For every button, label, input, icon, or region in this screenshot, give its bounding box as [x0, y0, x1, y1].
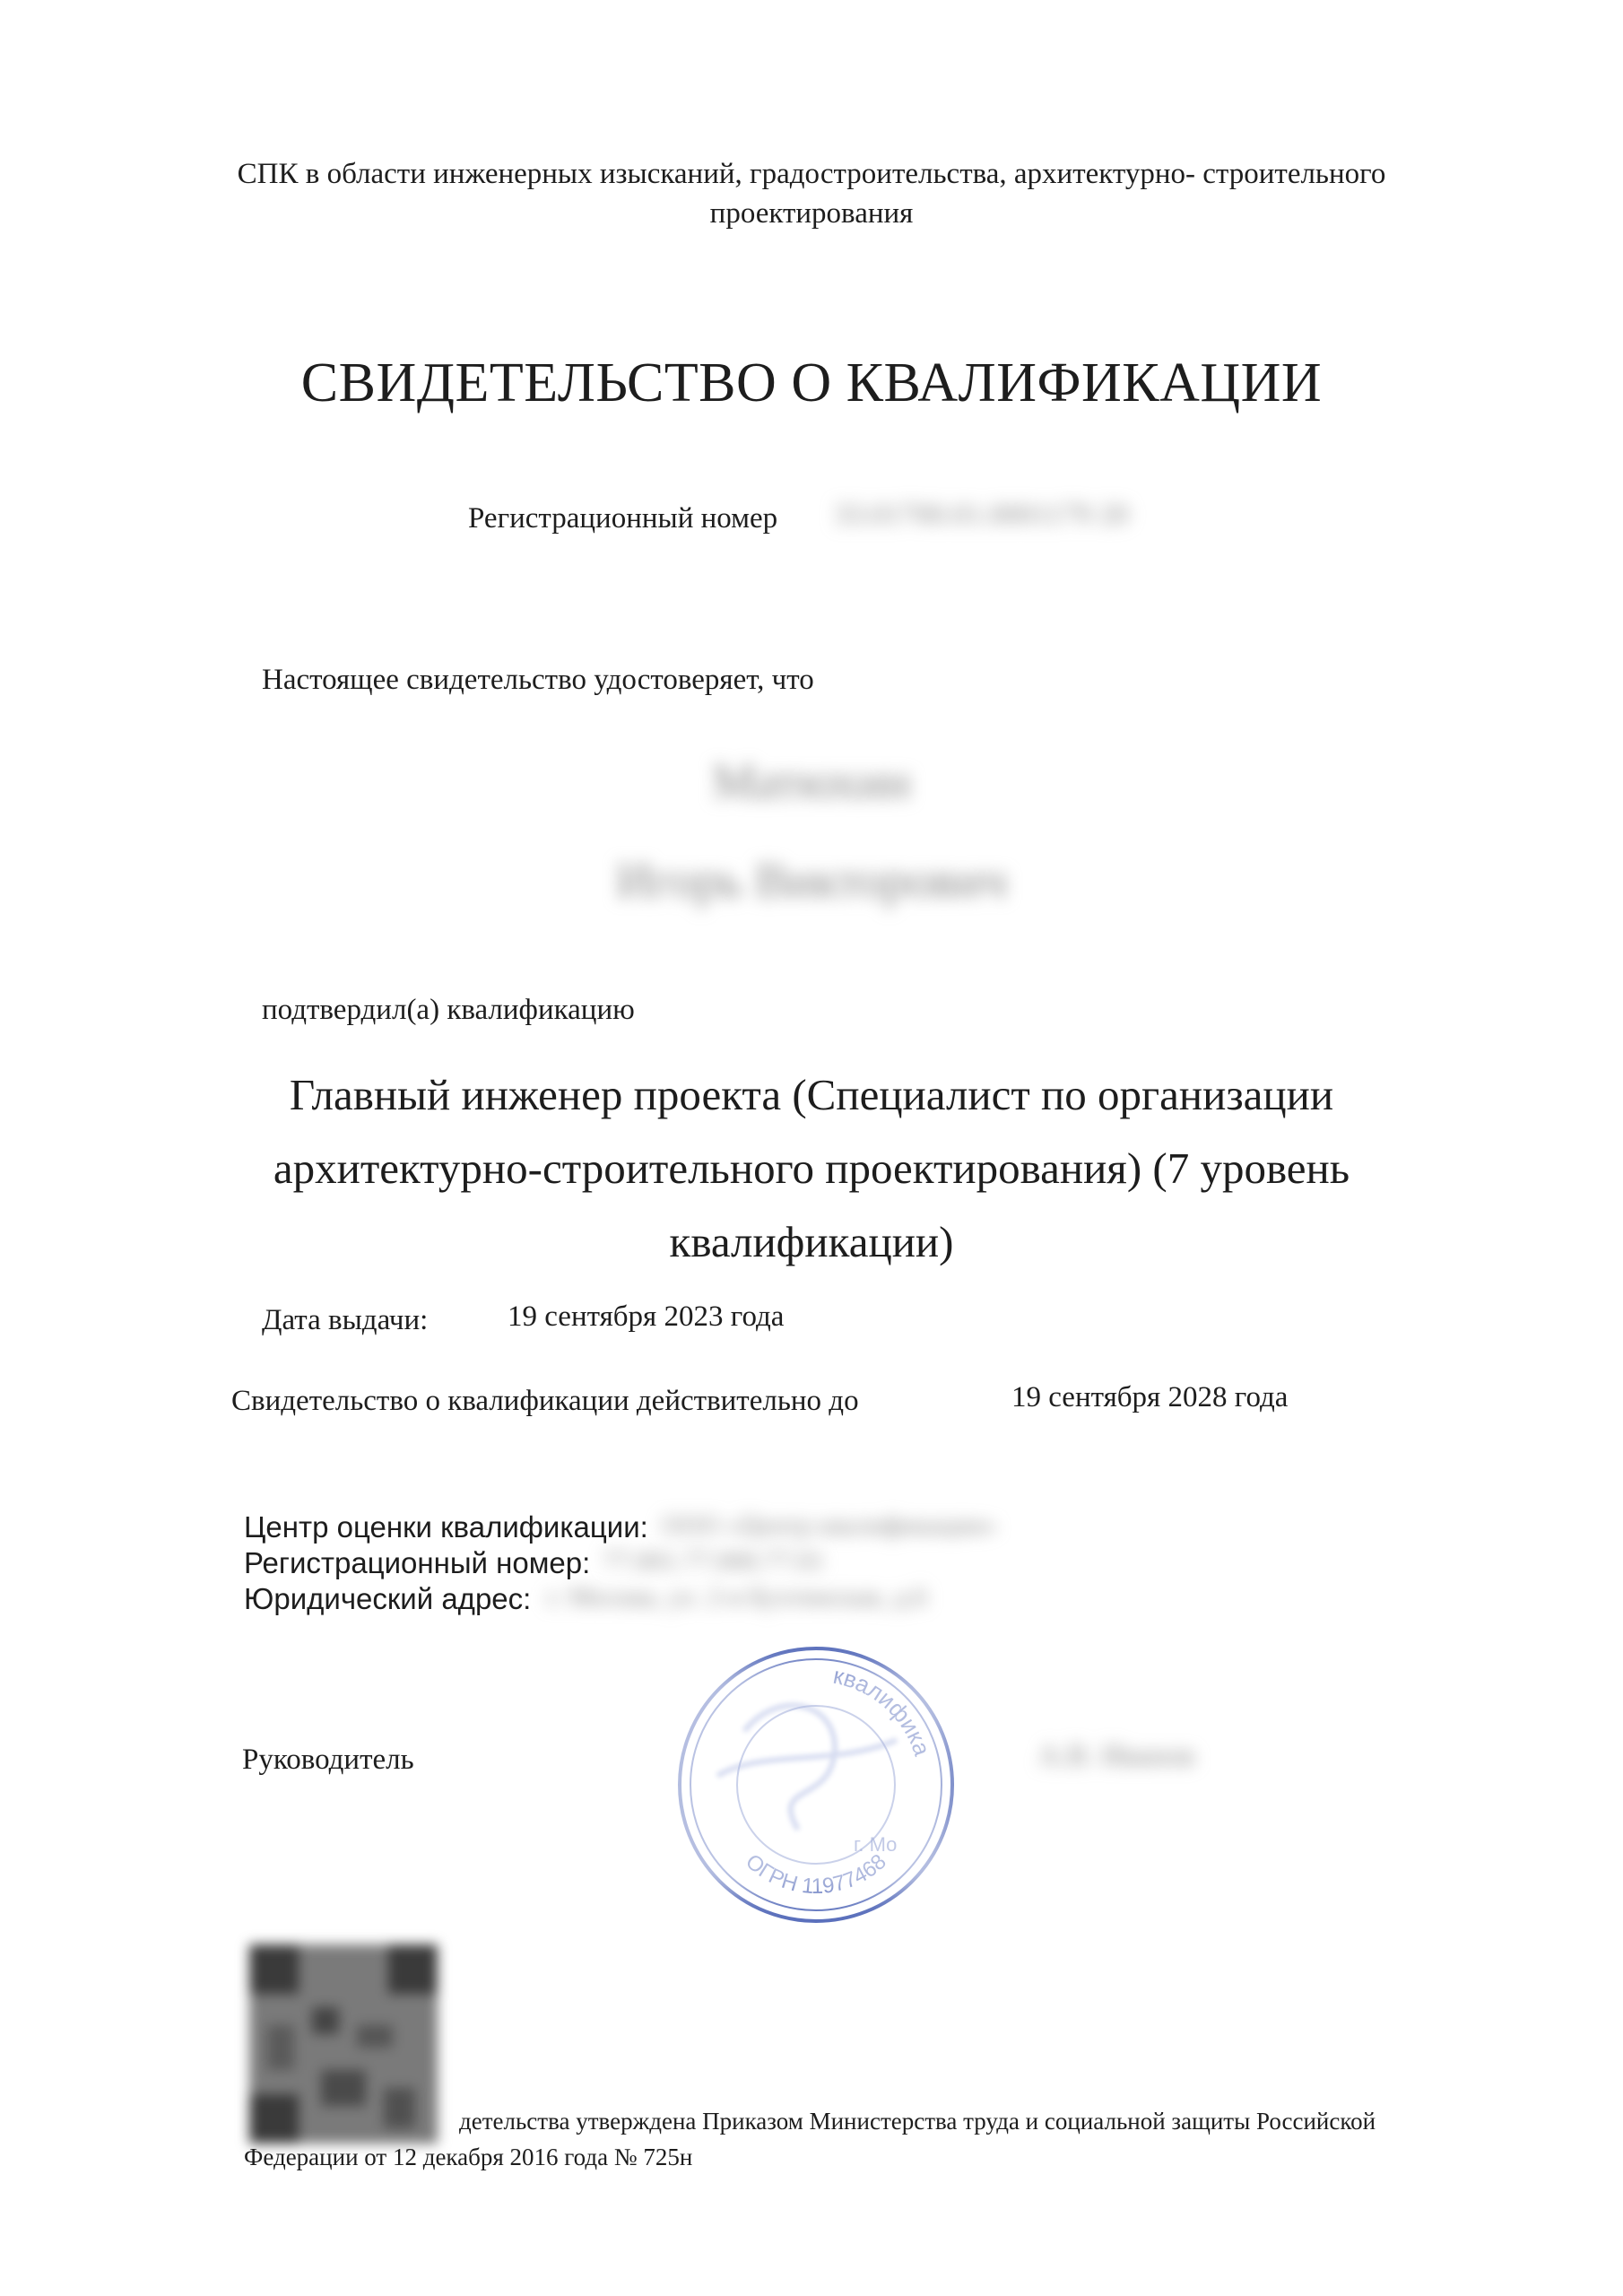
footer-line2: Федерации от 12 декабря 2016 года № 725н — [244, 2144, 693, 2170]
head-label: Руководитель — [242, 1744, 414, 1776]
validity-label: Свидетельство о квалификации действительно до — [231, 1385, 859, 1417]
assessment-center-value: ООО «Центр квалификации» — [662, 1510, 997, 1540]
confirmed-text: подтвердил(а) квалификацию — [262, 994, 635, 1026]
qualification-title: Главный инженер проекта (Специалист по организации архитектурно-строительного проектирования) (7 уровень квалификации) — [273, 1070, 1350, 1266]
footer-line1: детельства утверждена Приказом Министерства труда и социальной защиты Российской — [459, 2108, 1376, 2135]
issuer-header-line1: СПК в области инженерных изысканий, градостроительства, архитектурно- строительного — [237, 158, 1386, 190]
center-address-value: г. Москва, ул. 2-я Бухтинская, д.6 — [547, 1582, 927, 1612]
issuer-header-line2: проектирования — [709, 197, 914, 230]
center-registration-label: Регистрационный номер: — [244, 1546, 591, 1579]
head-name: А.В. Иванов — [1038, 1740, 1194, 1772]
registration-number: 33.01700.01.0001179 20 — [834, 499, 1129, 531]
assessment-center-label: Центр оценки квалификации: — [244, 1510, 648, 1544]
qr-code — [249, 1944, 438, 2144]
validity-date-value: 19 сентября 2028 года — [1011, 1381, 1289, 1413]
holder-surname: Матюхин — [712, 754, 911, 809]
certifies-text: Настоящее свидетельство удостоверяет, что — [262, 664, 814, 696]
registration-label: Регистрационный номер — [468, 502, 778, 535]
certificate-title: СВИДЕТЕЛЬСТВО О КВАЛИФИКАЦИИ — [300, 352, 1323, 413]
stamp-redaction — [655, 1668, 950, 1892]
issue-date-value: 19 сентября 2023 года — [508, 1300, 785, 1333]
center-address-label: Юридический адрес: — [244, 1582, 532, 1615]
center-registration-value: 77.001.77.000.77.01 — [603, 1546, 825, 1576]
issuer-header — [0, 154, 1623, 233]
issue-date-label: Дата выдачи: — [262, 1304, 429, 1336]
holder-name-patronymic: Игорь Викторович — [616, 853, 1007, 908]
